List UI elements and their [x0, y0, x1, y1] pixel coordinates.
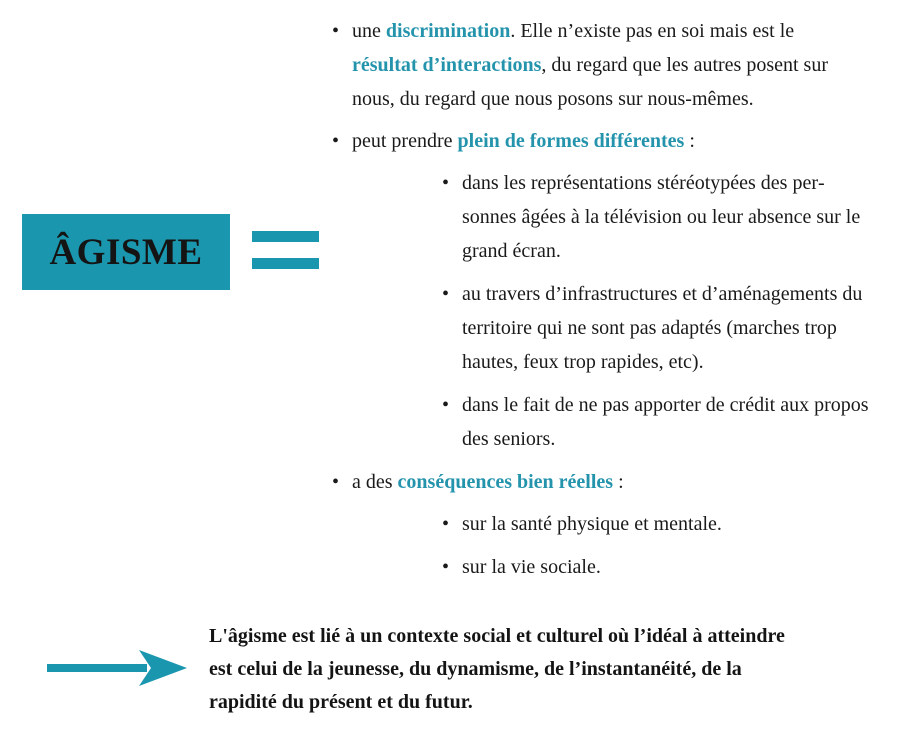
item-text-middle: . Elle n’existe pas en soi mais est le — [510, 20, 795, 42]
highlight-consequences: conséquences bien réelles — [397, 471, 614, 493]
item-text-after: : — [613, 471, 624, 493]
sub-item-text: • sur la vie sociale. — [462, 556, 601, 578]
sub-list-consequences — [352, 507, 870, 584]
sub-item-text: • dans les représentations stéréotypées des personnes âgées à la télévision ou leur absence sur le grand écran. — [462, 172, 861, 262]
highlight-discrimination: discrimination — [385, 20, 511, 42]
sub-item — [352, 507, 870, 541]
item-text — [352, 14, 852, 116]
item-text-before: peut prendre — [352, 130, 458, 152]
list-item-discrimination — [330, 14, 870, 116]
arrow-right-icon — [47, 650, 187, 686]
item-text-after: : — [684, 130, 695, 152]
highlight-formes: plein de formes différentes — [457, 130, 685, 152]
conclusion-text: L'âgisme est lié à un contexte social et culturel où l’idéal à atteindre est celui de la jeunesse, du dynamisme, de l’instantanéité, de la rapidité du présent et du futur. — [209, 625, 785, 713]
sub-item — [352, 550, 870, 584]
sub-item-text: • au travers d’infrastructures et d’aménagements du territoire qui ne sont pas adaptés (marches trop hautes, feux trop rapides, etc). — [462, 283, 863, 373]
page-title: ÂGISME — [49, 231, 203, 273]
sub-item — [352, 166, 870, 268]
highlight-interactions: résultat d’interactions — [352, 54, 542, 76]
sub-item — [352, 277, 870, 379]
item-text-before: une — [352, 20, 386, 42]
sub-item-text: • sur la santé physique et mentale. — [462, 513, 722, 535]
equals-bar-bottom — [252, 258, 319, 269]
title-box — [22, 214, 230, 290]
sub-list-formes — [352, 166, 870, 456]
equals-bar-top — [252, 231, 319, 242]
sub-item-text: • dans le fait de ne pas apporter de crédit aux propos des seniors. — [462, 394, 869, 450]
sub-item — [352, 388, 870, 456]
item-text-after: , du regard que les autres posent sur nous, du regard que nous posons sur nous-mêmes. — [352, 54, 829, 110]
list-item-formes — [330, 124, 870, 456]
list-item-consequences — [330, 465, 870, 584]
definition-list — [330, 14, 870, 593]
item-text-before: a des — [352, 471, 398, 493]
equals-sign-icon — [252, 231, 319, 269]
